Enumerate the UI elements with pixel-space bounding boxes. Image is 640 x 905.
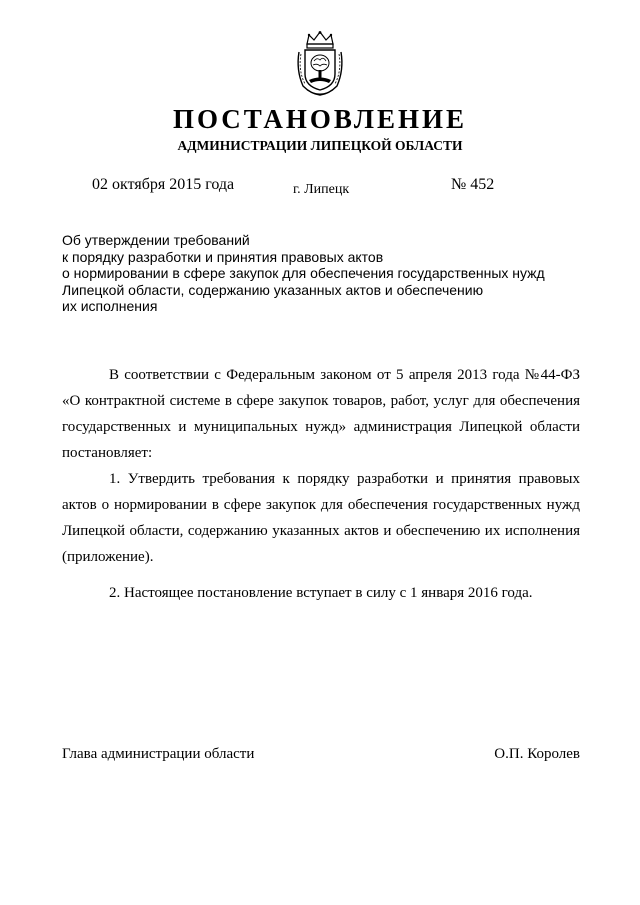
subject-line: Об утверждении требований	[62, 232, 250, 248]
document-subject	[62, 232, 602, 315]
subject-line: их исполнения	[62, 298, 158, 314]
body-paragraph: 2. Настоящее постановление вступает в силу с 1 января 2016 года.	[109, 585, 533, 601]
subject-line: к порядку разработки и принятия правовых актов	[62, 248, 384, 265]
issuing-authority: АДМИНИСТРАЦИИ ЛИПЕЦКОЙ ОБЛАСТИ	[177, 138, 463, 153]
subject-line: о нормировании в сфере закупок для обеспечения государственных нужд	[62, 265, 545, 281]
document-place: г. Липецк	[293, 182, 350, 197]
body-paragraph: 1. Утвердить требования к порядку разработки и принятия правовых актов о нормировании в сфере закупок для обеспечения государственных нужд Липецкой области, содержанию указанных актов и обеспечению их исполнения (приложение).	[62, 471, 580, 565]
document-number: № 452	[451, 176, 495, 193]
document-date: 02 октября 2015 года	[92, 176, 235, 193]
coat-of-arms-icon	[295, 30, 345, 96]
document-body	[62, 362, 580, 606]
signatory-title: Глава администрации области	[62, 746, 255, 762]
signatory-name: О.П. Королев	[494, 746, 580, 762]
document-type-title: ПОСТАНОВЛЕНИЕ	[172, 104, 468, 134]
subject-line: Липецкой области, содержанию указанных актов и обеспечению	[62, 281, 484, 298]
body-paragraph: В соответствии с Федеральным законом от 5 апреля 2013 года №44-ФЗ «О контрактной системе в сфере закупок товаров, работ, услуг для обеспечения государственных и муниципальных нужд» администрация Липецкой области постановляет:	[62, 367, 580, 461]
